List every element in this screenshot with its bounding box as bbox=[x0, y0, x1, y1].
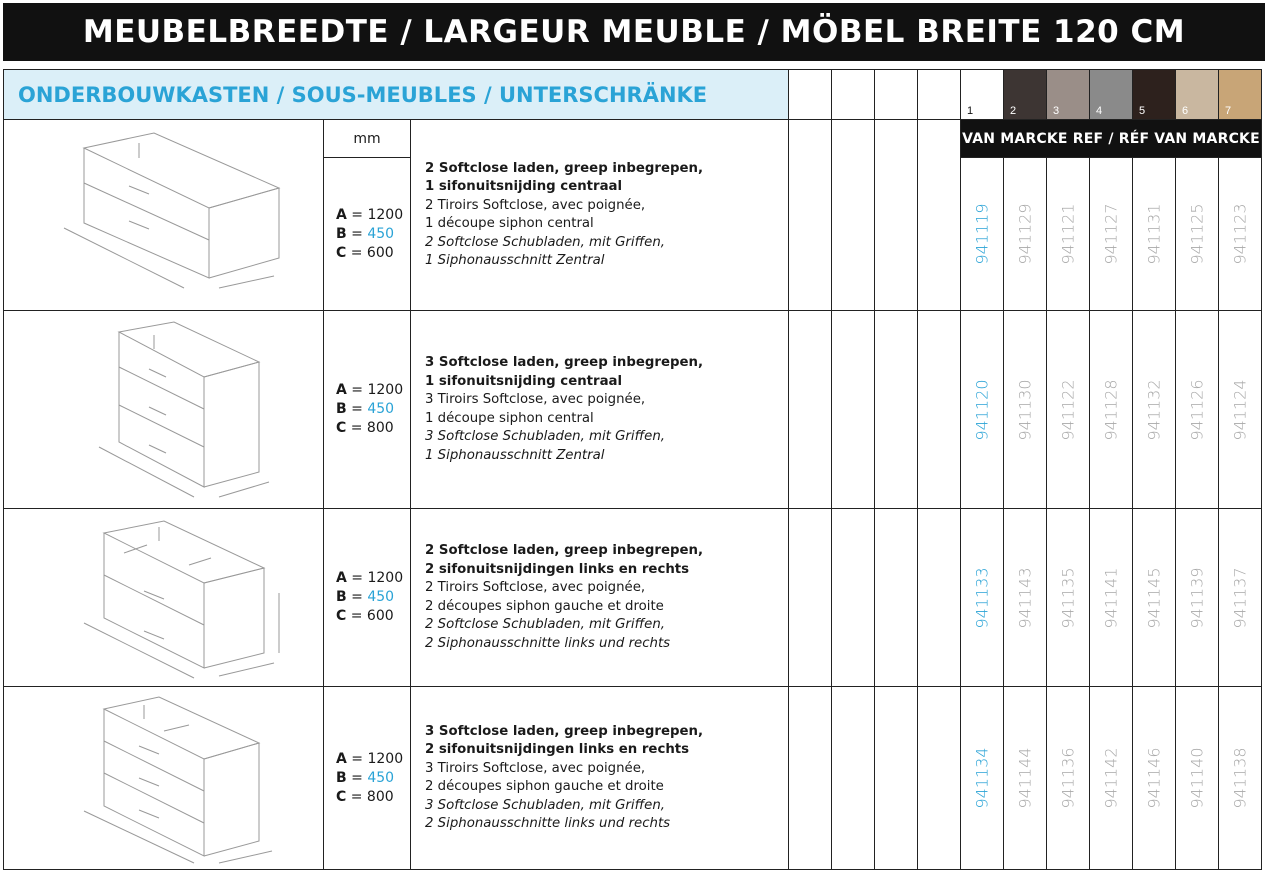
ref-number: 941122 bbox=[1047, 311, 1090, 509]
ref-number: 941138 bbox=[1219, 687, 1262, 870]
color-swatch-4 bbox=[1090, 70, 1133, 120]
description bbox=[411, 509, 789, 687]
ref-number: 941137 bbox=[1219, 509, 1262, 687]
desc-line-de-2: 2 Siphonausschnitte links und rechts bbox=[425, 635, 671, 651]
empty-cell bbox=[918, 311, 961, 509]
swatch-number: 4 bbox=[1096, 105, 1103, 117]
empty-cell bbox=[875, 509, 918, 687]
desc-line-de-1: 3 Softclose Schubladen, mit Griffen, bbox=[425, 797, 666, 813]
desc-line-nl-1: 2 Softclose laden, greep inbegrepen, bbox=[425, 543, 704, 558]
ref-number: 941124 bbox=[1219, 311, 1262, 509]
ref-number: 941140 bbox=[1176, 687, 1219, 870]
ref-number: 941125 bbox=[1176, 158, 1219, 311]
desc-line-nl-1: 2 Softclose laden, greep inbegrepen, bbox=[425, 160, 704, 176]
desc-line-de-2: 1 Siphonausschnitt Zentral bbox=[425, 447, 605, 463]
description bbox=[411, 687, 789, 870]
desc-line-fr-2: 1 découpe siphon central bbox=[425, 216, 594, 231]
color-swatch-5 bbox=[1133, 70, 1176, 120]
empty-cell bbox=[918, 509, 961, 687]
dimensions: A = 1200 B = 450 C = 600 bbox=[324, 509, 411, 687]
ref-number: 941131 bbox=[1133, 158, 1176, 311]
empty-cell bbox=[789, 120, 832, 311]
cabinet-drawing bbox=[4, 120, 324, 311]
ref-number: 941145 bbox=[1133, 509, 1176, 687]
desc-line-de-1: 2 Softclose Schubladen, mit Griffen, bbox=[425, 234, 666, 250]
cabinet-2-drawer-icon bbox=[44, 128, 284, 303]
mm-label: mm bbox=[324, 120, 411, 158]
empty-cell bbox=[832, 311, 875, 509]
desc-line-fr-2: 2 découpes siphon gauche et droite bbox=[425, 598, 664, 614]
color-swatch-7 bbox=[1219, 70, 1262, 120]
color-swatch-1 bbox=[961, 70, 1004, 120]
table-row bbox=[4, 687, 1262, 870]
section-title: ONDERBOUWKASTEN / SOUS-MEUBLES / UNTERSCHRÄNKE bbox=[4, 70, 789, 120]
desc-line-nl-2: 2 sifonuitsnijdingen links en rechts bbox=[425, 561, 690, 577]
desc-line-nl-2: 1 sifonuitsnijding centraal bbox=[425, 373, 623, 389]
empty-cell bbox=[789, 311, 832, 509]
ref-number: 941128 bbox=[1090, 311, 1133, 509]
ref-header: VAN MARCKE REF / RÉF VAN MARCKE bbox=[961, 120, 1262, 158]
color-swatch-2 bbox=[1004, 70, 1047, 120]
desc-line-de-1: 2 Softclose Schubladen, mit Griffen, bbox=[425, 617, 666, 632]
swatch-number: 1 bbox=[967, 105, 974, 117]
cabinet-3-drawer-icon bbox=[44, 691, 284, 866]
empty-cell bbox=[875, 120, 918, 311]
desc-line-fr-1: 2 Tiroirs Softclose, avec poignée, bbox=[425, 197, 646, 213]
empty-cell bbox=[832, 120, 875, 311]
desc-line-de-2: 2 Siphonausschnitte links und rechts bbox=[425, 816, 671, 831]
empty-cell bbox=[918, 70, 961, 120]
desc-line-nl-2: 2 sifonuitsnijdingen links en rechts bbox=[425, 742, 690, 757]
desc-line-nl-2: 1 sifonuitsnijding centraal bbox=[425, 179, 623, 194]
cabinet-drawing bbox=[4, 509, 324, 687]
dimensions: A = 1200 B = 450 C = 600 bbox=[324, 158, 411, 311]
dimensions: A = 1200 B = 450 C = 800 bbox=[324, 311, 411, 509]
empty-cell bbox=[789, 509, 832, 687]
section-header-row bbox=[4, 70, 1262, 120]
cabinet-3-drawer-icon bbox=[44, 317, 284, 502]
swatch-number: 2 bbox=[1010, 105, 1017, 117]
desc-line-de-1: 3 Softclose Schubladen, mit Griffen, bbox=[425, 429, 666, 444]
empty-cell bbox=[875, 70, 918, 120]
color-swatch-6 bbox=[1176, 70, 1219, 120]
dimensions: A = 1200 B = 450 C = 800 bbox=[324, 687, 411, 870]
ref-number: 941146 bbox=[1133, 687, 1176, 870]
desc-line-fr-1: 3 Tiroirs Softclose, avec poignée, bbox=[425, 760, 646, 776]
ref-number: 941133 bbox=[961, 509, 1004, 687]
product-table bbox=[3, 69, 1262, 870]
cabinet-drawing bbox=[4, 311, 324, 509]
swatch-number: 5 bbox=[1139, 105, 1146, 117]
ref-number: 941121 bbox=[1047, 158, 1090, 311]
ref-number: 941143 bbox=[1004, 509, 1047, 687]
ref-number: 941132 bbox=[1133, 311, 1176, 509]
empty-cell bbox=[918, 687, 961, 870]
description bbox=[411, 120, 789, 311]
cabinet-2-drawer-icon bbox=[39, 513, 289, 683]
ref-number: 941126 bbox=[1176, 311, 1219, 509]
empty-cell bbox=[875, 311, 918, 509]
table-row bbox=[4, 509, 1262, 687]
ref-number: 941142 bbox=[1090, 687, 1133, 870]
desc-line-fr-1: 3 Tiroirs Softclose, avec poignée, bbox=[425, 392, 646, 407]
ref-number: 941134 bbox=[961, 687, 1004, 870]
color-swatch-3 bbox=[1047, 70, 1090, 120]
cabinet-drawing bbox=[4, 687, 324, 870]
empty-cell bbox=[789, 70, 832, 120]
ref-number: 941123 bbox=[1219, 158, 1262, 311]
empty-cell bbox=[832, 687, 875, 870]
desc-line-nl-1: 3 Softclose laden, greep inbegrepen, bbox=[425, 355, 704, 370]
empty-cell bbox=[789, 687, 832, 870]
empty-cell bbox=[832, 509, 875, 687]
ref-number: 941141 bbox=[1090, 509, 1133, 687]
swatch-number: 7 bbox=[1225, 105, 1232, 117]
ref-number: 941129 bbox=[1004, 158, 1047, 311]
ref-number: 941127 bbox=[1090, 158, 1133, 311]
ref-number: 941144 bbox=[1004, 687, 1047, 870]
desc-line-fr-2: 2 découpes siphon gauche et droite bbox=[425, 779, 664, 794]
description bbox=[411, 311, 789, 509]
ref-number: 941139 bbox=[1176, 509, 1219, 687]
empty-cell bbox=[918, 120, 961, 311]
ref-number: 941119 bbox=[961, 158, 1004, 311]
table-row bbox=[4, 311, 1262, 509]
empty-cell bbox=[832, 70, 875, 120]
desc-line-fr-1: 2 Tiroirs Softclose, avec poignée, bbox=[425, 580, 646, 595]
ref-number: 941130 bbox=[1004, 311, 1047, 509]
desc-line-fr-2: 1 découpe siphon central bbox=[425, 410, 594, 426]
ref-number: 941135 bbox=[1047, 509, 1090, 687]
ref-number: 941136 bbox=[1047, 687, 1090, 870]
desc-line-de-2: 1 Siphonausschnitt Zentral bbox=[425, 253, 605, 268]
desc-line-nl-1: 3 Softclose laden, greep inbegrepen, bbox=[425, 723, 704, 739]
swatch-number: 6 bbox=[1182, 105, 1189, 117]
page-title: MEUBELBREEDTE / LARGEUR MEUBLE / MÖBEL BREITE 120 CM bbox=[3, 3, 1265, 61]
ref-number: 941120 bbox=[961, 311, 1004, 509]
swatch-number: 3 bbox=[1053, 105, 1060, 117]
empty-cell bbox=[875, 687, 918, 870]
